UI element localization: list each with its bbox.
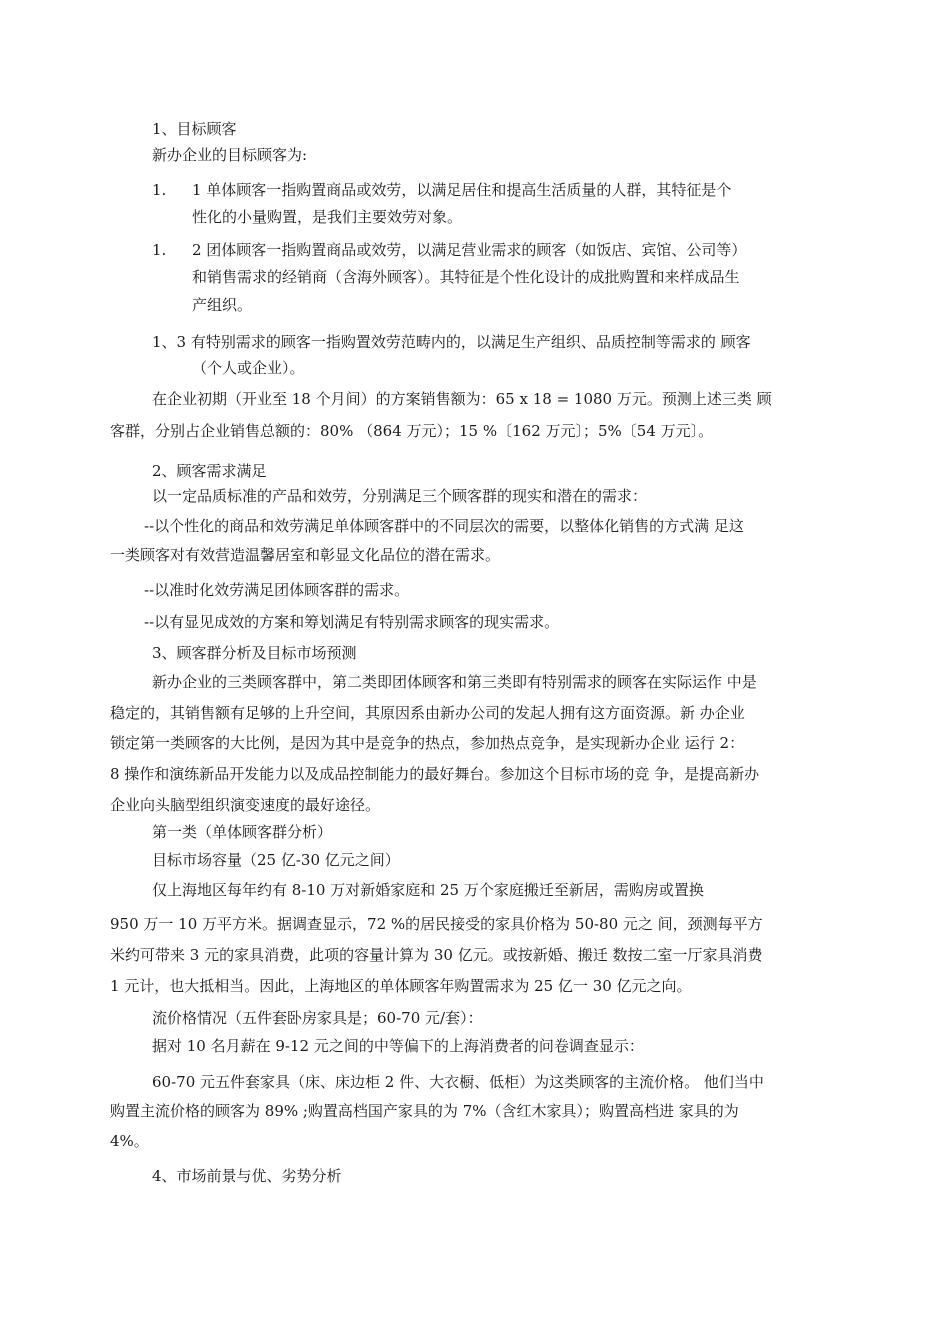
- paragraph-line: 流价格情况（五件套卧房家具是；60-70 元/套）：: [152, 1009, 483, 1027]
- paragraph-line: 锁定第一类顾客的大比例，是因为其中是竞争的热点，参加热点竞争，是实现新办企业 运行 2：: [110, 734, 745, 752]
- paragraph-line: 1 元计，也大抵相当。因此，上海地区的单体顾客年购置需求为 25 亿一 30 亿元之向。: [110, 977, 692, 995]
- paragraph-line: 企业向头脑型组织演变速度的最好途径。: [110, 796, 381, 814]
- subheading-market-capacity: 目标市场容量（25 亿-30 亿元之间）: [152, 851, 400, 869]
- paragraph-line: 一类顾客对有效营造温馨居室和彰显文化品位的潜在需求。: [110, 546, 501, 564]
- section-heading-customer-needs: 2、顾客需求满足: [152, 462, 267, 480]
- paragraph-line: --以有显见成效的方案和筹划满足有特别需求顾客的现实需求。: [144, 613, 560, 631]
- paragraph-line: 新办企业的目标顾客为:: [152, 146, 308, 164]
- section-heading-market-forecast: 3、顾客群分析及目标市场预测: [152, 644, 357, 662]
- section-heading-market-outlook: 4、市场前景与优、劣势分析: [152, 1167, 342, 1185]
- paragraph-line: --以个性化的商品和效劳满足单体顾客群中的不同层次的需要，以整体化销售的方式满 足这: [144, 517, 744, 535]
- paragraph-line: 新办企业的三类顾客群中，第二类即团体顾客和第三类即有特别需求的顾客在实际运作 中是: [152, 673, 757, 691]
- paragraph-line: 950 万一 10 万平方米。据调查显示，72 %的居民接受的家具价格为 50-80 元之 间，颈测每平方: [110, 915, 763, 933]
- paragraph-line: 客群，分别占企业销售总额的：80% （864 万元）；15 %〔162 万元〕；5%〔54 万元〕。: [110, 422, 714, 440]
- paragraph-line: 在企业初期（开业至 18 个月间）的方案销售额为：65 x 18 = 1080 万元。预测上述三类 顾: [152, 390, 772, 408]
- paragraph-line: 4%。: [110, 1132, 149, 1150]
- list-item-line: 性化的小量购置，是我们主要效劳对象。: [192, 208, 463, 226]
- paragraph-line: 据对 10 名月薪在 9-12 元之间的中等偏下的上海消费者的问卷调查显示：: [152, 1037, 644, 1055]
- list-item-line: 和销售需求的经销商（含海外顾客）。其特征是个性化设计的成批购置和来样成品生: [192, 268, 740, 286]
- paragraph-line: 8 操作和演练新品开发能力以及成品控制能力的最好舞台。参加这个目标市场的竞 争，是提高新办: [110, 765, 760, 783]
- paragraph-line: 60-70 元五件套家具（床、床边柜 2 件、大衣橱、低柜）为这类顾客的主流价格。 他们当中: [152, 1073, 764, 1091]
- paragraph-line: 稳定的，其销售额有足够的上升空间，其原因系由新办公司的发起人拥有这方面资源。新 办企业: [110, 704, 745, 722]
- subheading-category-one: 第一类（单体顾客群分析）: [152, 823, 333, 841]
- list-number: 1.: [152, 181, 167, 199]
- paragraph-line: --以准时化效劳满足团体顾客群的需求。: [144, 581, 410, 599]
- list-item-line: 2 团体顾客一指购置商品或效劳，以满足营业需求的顾客（如饭店、宾馆、公司等）: [192, 241, 747, 259]
- paragraph-line: 购置主流价格的顾客为 89% ;购置高档国产家具的为 7%（含红木家具）；购置高档进 家具的为: [110, 1102, 739, 1120]
- paragraph-line: 米约可带来 3 元的家具消费，此项的容量计算为 30 亿元。或按新婚、搬迁 数按二室一厅家具消费: [110, 946, 763, 964]
- list-item-line: 1、3 有特别需求的顾客一指购置效劳范畴内的，以满足生产组织、品质控制等需求的 顾客: [152, 333, 751, 351]
- list-item-line: （个人或企业）。: [192, 359, 305, 377]
- paragraph-line: 仅上海地区每年约有 8-10 万对新婚家庭和 25 万个家庭搬迁至新居，需购房或置换: [152, 881, 704, 899]
- paragraph-line: 以一定品质标准的产品和效劳，分别满足三个顾客群的现实和潜在的需求：: [152, 487, 648, 505]
- section-heading-target-customers: 1、目标顾客: [152, 120, 237, 138]
- list-item-line: 产组织。: [192, 296, 253, 314]
- list-number: 1.: [152, 241, 167, 259]
- list-item-line: 1 单体顾客一指购置商品或效劳，以满足居住和提高生活质量的人群，其特征是个: [192, 181, 732, 199]
